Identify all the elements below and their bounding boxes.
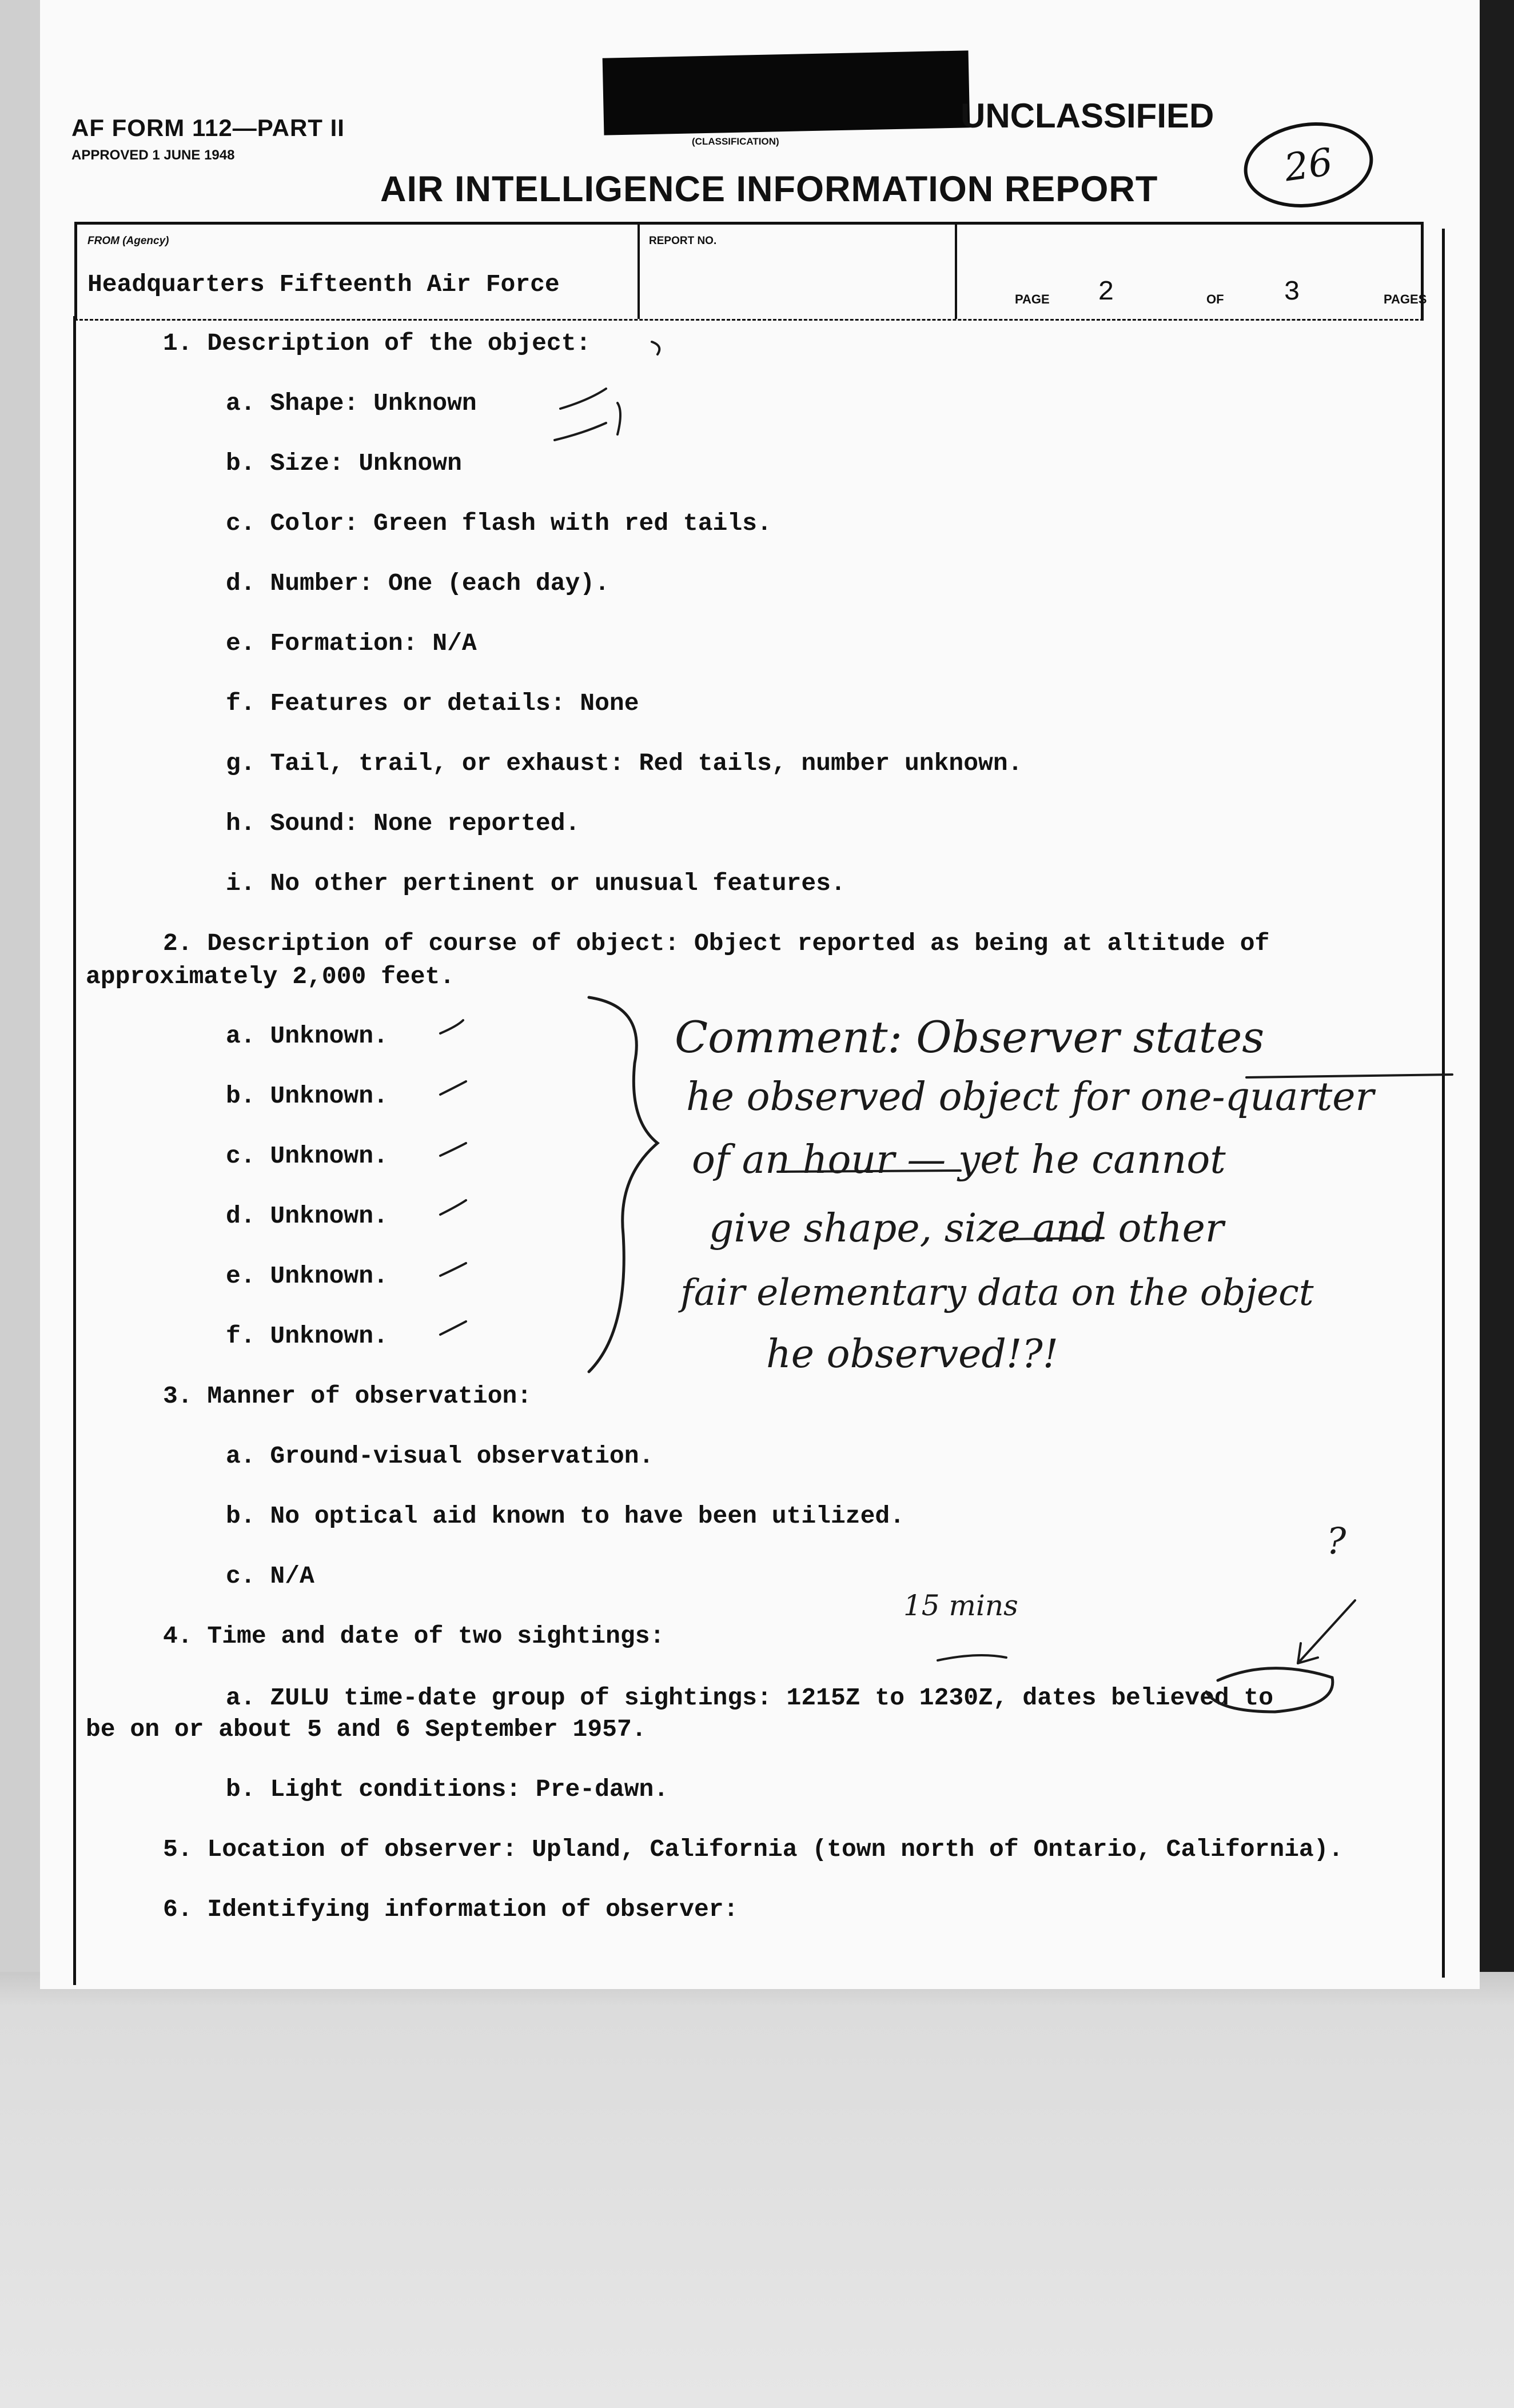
classification: UNCLASSIFIED <box>961 97 1214 135</box>
section-1-title: 1. Description of the object: <box>163 329 591 357</box>
classification-caption: (CLASSIFICATION) <box>692 136 779 147</box>
tick-mark <box>652 342 659 354</box>
arrow-line <box>1298 1600 1355 1663</box>
tick-mark <box>440 1020 463 1033</box>
tick-mark <box>617 403 620 434</box>
from-label: FROM (Agency) <box>87 235 169 247</box>
underline <box>778 1171 961 1172</box>
stamp-number-text: 26 <box>1281 139 1336 190</box>
item-3b: b. No optical aid known to have been utilized. <box>226 1502 905 1530</box>
underline <box>1006 1238 1103 1239</box>
total-pages: 3 <box>1284 277 1300 308</box>
item-2d: d. Unknown. <box>226 1202 388 1230</box>
pen-marks <box>40 0 1480 1989</box>
item-4b: b. Light conditions: Pre-dawn. <box>226 1775 669 1803</box>
item-3a: a. Ground-visual observation. <box>226 1442 654 1470</box>
item-4a-continuation: be on or about 5 and 6 September 1957. <box>86 1715 647 1743</box>
tick-mark <box>440 1263 466 1276</box>
item-3c: c. N/A <box>226 1562 314 1590</box>
item-2b: b. Unknown. <box>226 1082 388 1110</box>
underline <box>938 1655 1006 1660</box>
report-title: AIR INTELLIGENCE INFORMATION REPORT <box>380 169 1158 209</box>
page-number: 2 <box>1098 277 1114 308</box>
section-6: 6. Identifying information of observer: <box>163 1895 739 1923</box>
section-5: 5. Location of observer: Upland, California (town north of Ontario, California). <box>163 1835 1344 1863</box>
item-1c: c. Color: Green flash with red tails. <box>226 509 772 537</box>
handwritten-comment-line: fair elementary data on the object <box>680 1272 1314 1314</box>
page-label: PAGE <box>1015 292 1050 306</box>
form-id: AF FORM 112—PART II <box>71 114 345 141</box>
handwritten-minutes-note: 15 mins <box>903 1589 1018 1622</box>
handwritten-comment-line: of an hour — yet he cannot <box>692 1137 1226 1183</box>
handwritten-comment-line: Comment: Observer states <box>675 1012 1265 1063</box>
handwritten-question-mark: ? <box>1326 1520 1346 1563</box>
tick-mark <box>440 1143 466 1156</box>
item-1g: g. Tail, trail, or exhaust: Red tails, number unknown. <box>226 749 1023 777</box>
handwritten-comment-line: he observed object for one-quarter <box>686 1075 1374 1120</box>
item-1i: i. No other pertinent or unusual features. <box>226 869 846 897</box>
approved-date: APPROVED 1 JUNE 1948 <box>71 147 235 163</box>
report-no-label: REPORT NO. <box>649 235 717 247</box>
tick-mark <box>440 1321 466 1335</box>
item-1d: d. Number: One (each day). <box>226 569 609 597</box>
document-page <box>40 0 1480 1989</box>
of-label: OF <box>1206 292 1224 306</box>
circle-mark <box>1206 1668 1333 1712</box>
tick-mark <box>440 1200 466 1215</box>
item-2c: c. Unknown. <box>226 1142 388 1170</box>
handwritten-comment-line: he observed!?! <box>766 1332 1059 1377</box>
item-4a: a. ZULU time-date group of sightings: 1215Z to 1230Z, dates believed to <box>226 1684 1274 1712</box>
from-value: Headquarters Fifteenth Air Force <box>87 270 560 298</box>
handwritten-comment-line: give shape, size and other <box>709 1206 1224 1251</box>
section-3-title: 3. Manner of observation: <box>163 1382 532 1410</box>
bracket-mark <box>589 997 658 1372</box>
tick-mark <box>440 1081 466 1095</box>
section-2-continuation: approximately 2,000 feet. <box>86 963 455 991</box>
item-1b: b. Size: Unknown <box>226 449 462 477</box>
section-4-title: 4. Time and date of two sightings: <box>163 1622 665 1650</box>
item-1e: e. Formation: N/A <box>226 629 477 657</box>
underline <box>1246 1075 1452 1077</box>
item-1a: a. Shape: Unknown <box>226 389 477 417</box>
item-1f: f. Features or details: None <box>226 689 639 717</box>
scan-left-edge <box>0 0 42 1983</box>
tick-mark <box>560 389 606 409</box>
item-1h: h. Sound: None reported. <box>226 809 580 837</box>
item-2f: f. Unknown. <box>226 1322 388 1350</box>
scan-right-edge <box>1480 0 1514 1989</box>
section-2-title: 2. Description of course of object: Object reported as being at altitude of <box>163 929 1270 957</box>
tick-mark <box>555 423 606 440</box>
item-2e: e. Unknown. <box>226 1262 388 1290</box>
item-2a: a. Unknown. <box>226 1022 388 1050</box>
scan-background <box>0 1972 1514 2408</box>
pages-label: PAGES <box>1384 292 1427 306</box>
